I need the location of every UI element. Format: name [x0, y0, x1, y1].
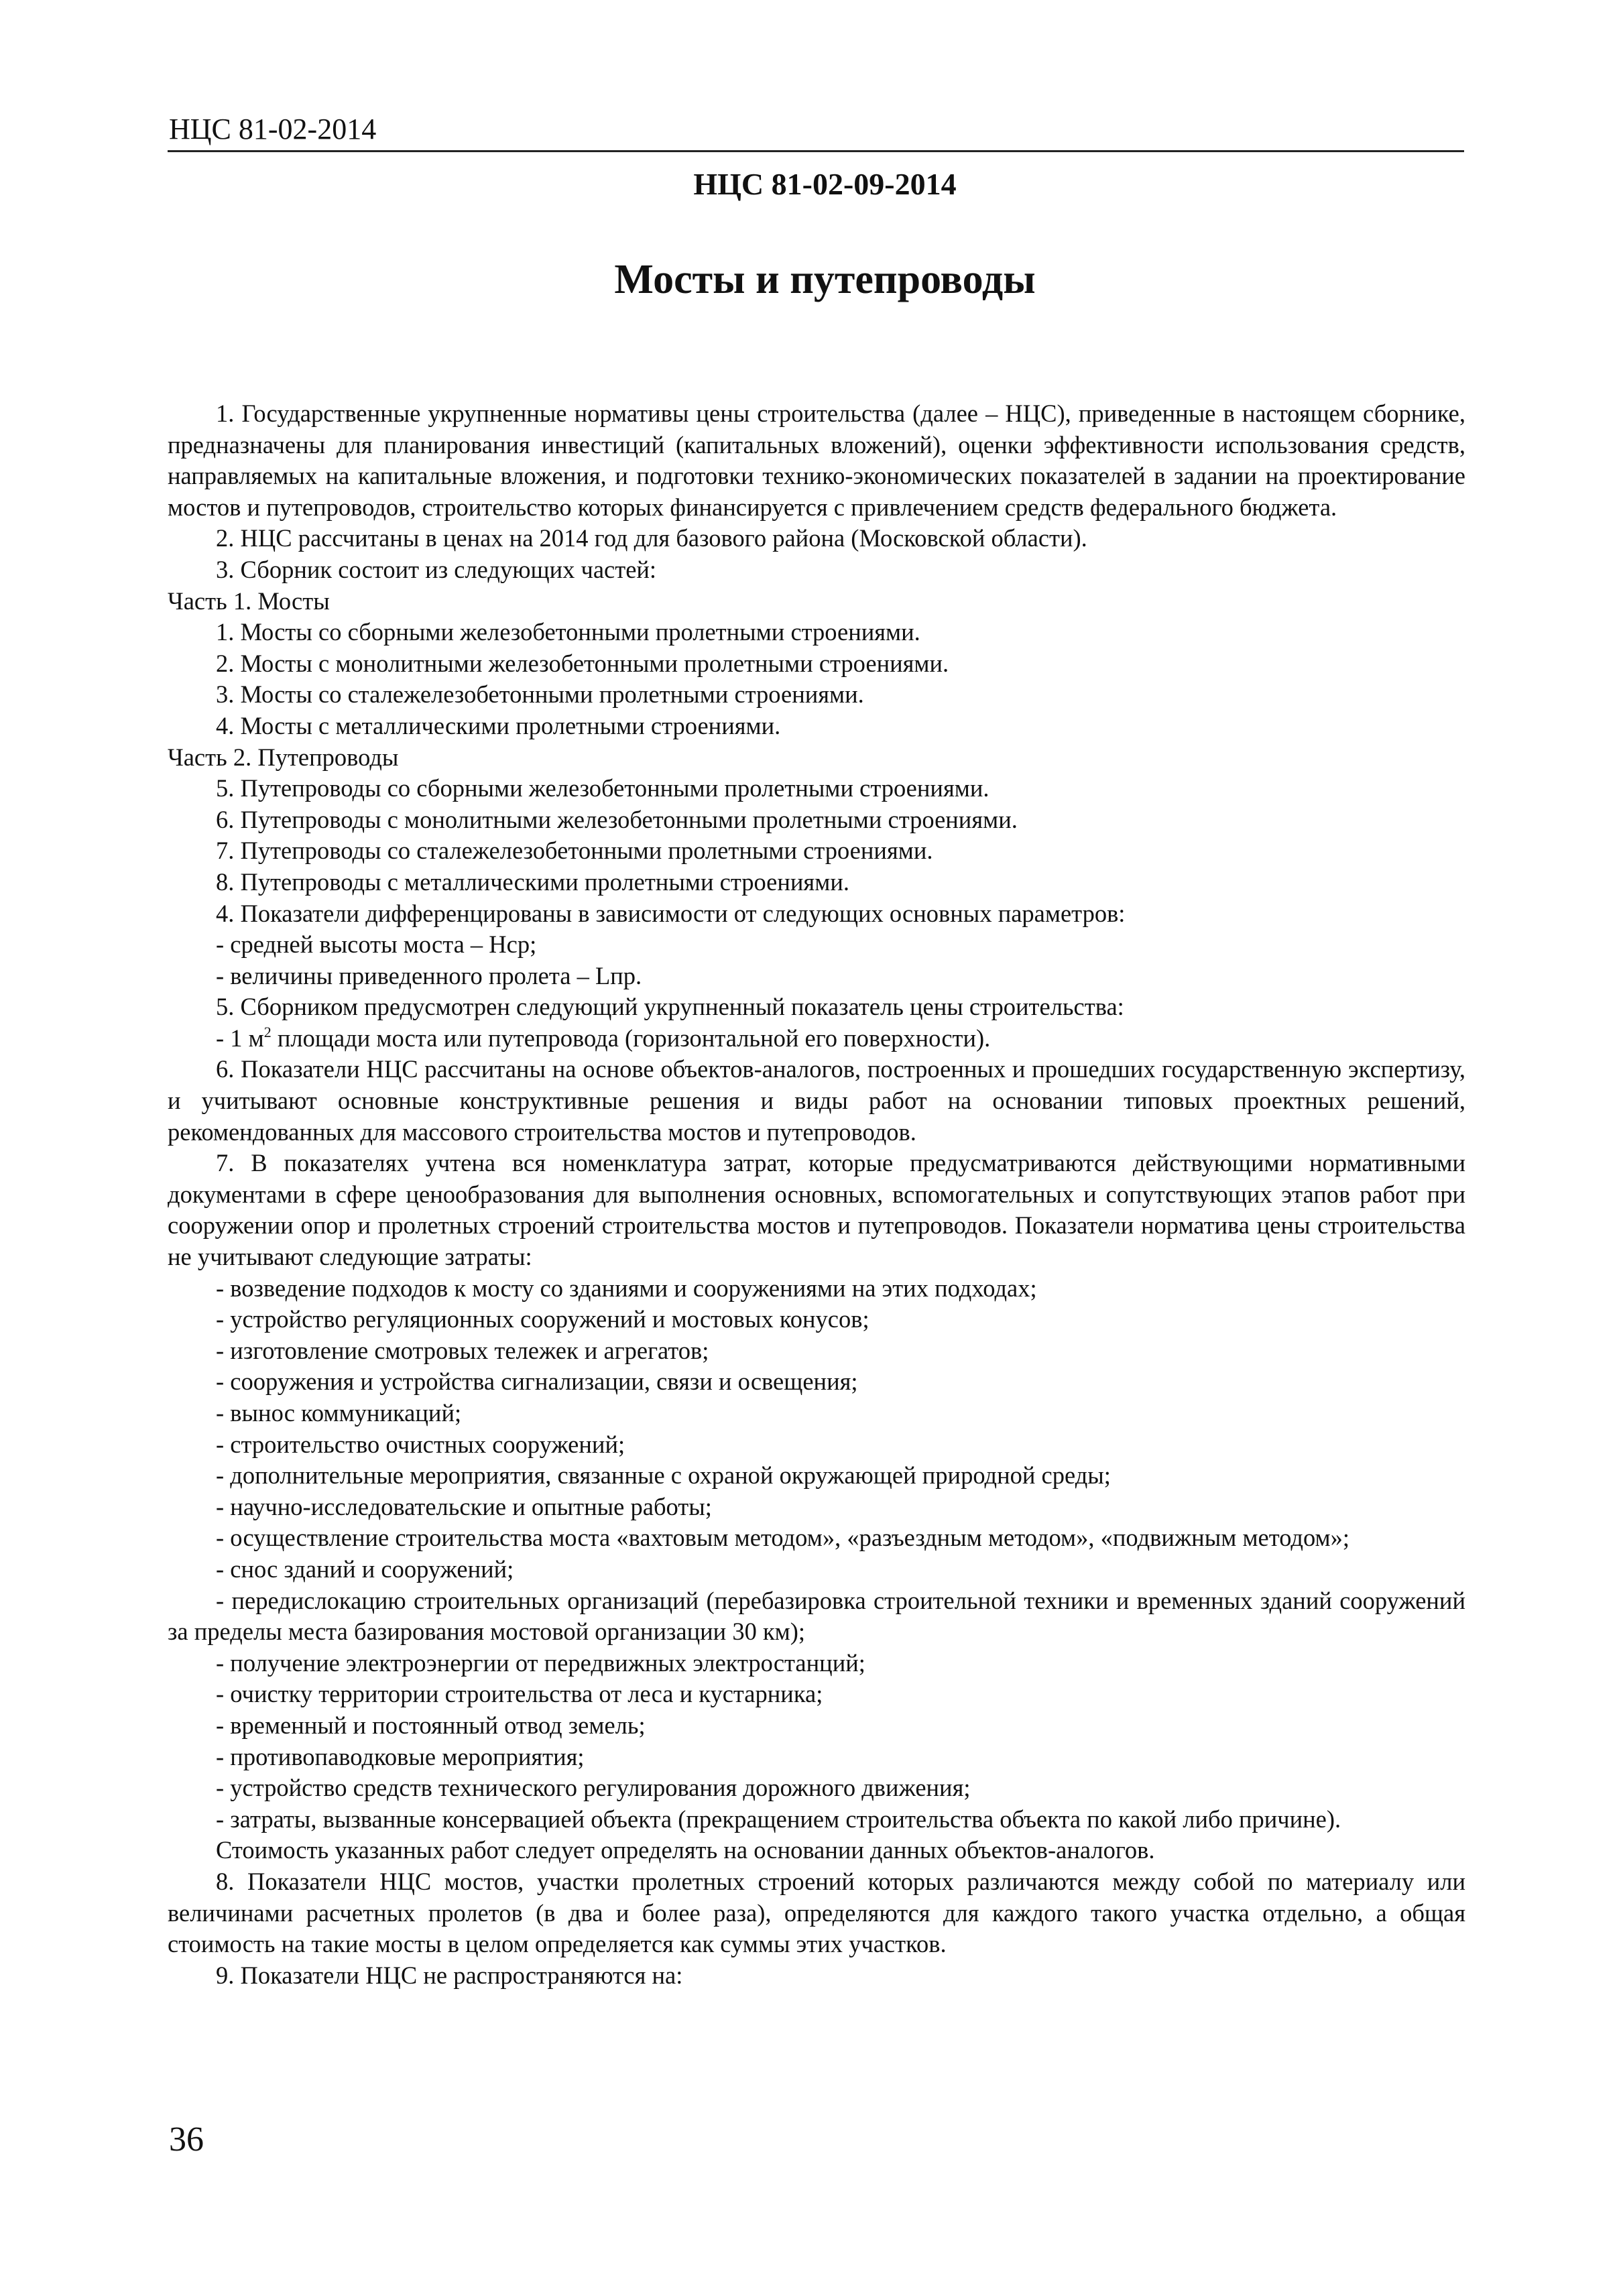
list-item: - временный и постоянный отвод земель;: [216, 1711, 646, 1739]
list-item: - средней высоты моста – Нср;: [216, 930, 537, 959]
paragraph: Стоимость указанных работ следует определять на основании данных объектов-аналогов.: [216, 1836, 1155, 1864]
list-item: - противопаводковые мероприятия;: [216, 1742, 585, 1770]
section-heading: Часть 2. Путепроводы: [168, 743, 399, 771]
list-item: - устройство средств технического регулирования дорожного движения;: [216, 1774, 971, 1802]
list-item: 6. Путепроводы с монолитными железобетонными пролетными строениями.: [216, 805, 1018, 833]
list-item: - возведение подходов к мосту со зданиями и сооружениями на этих подходах;: [216, 1274, 1037, 1302]
list-item: - вынос коммуникаций;: [216, 1399, 462, 1427]
list-item: - снос зданий и сооружений;: [216, 1555, 514, 1583]
paragraph: 8. Показатели НЦС мостов, участки пролетных строений которых различаются между собой по материалу или величинами расчетных пролетов (в два и более раза), определяются для каждого такого участка отдельно, а общая стоимость на такие мосты в целом определяется как суммы этих участков.: [168, 1867, 1465, 1958]
header-divider: [168, 150, 1464, 152]
text-fragment: площади моста или путепровода (горизонтальной его поверхности).: [271, 1024, 991, 1052]
text-fragment: - 1 м: [216, 1024, 264, 1052]
superscript: 2: [263, 1023, 272, 1040]
paragraph: 5. Сборником предусмотрен следующий укрупненный показатель цены строительства:: [216, 993, 1124, 1021]
paragraph: 7. В показателях учтена вся номенклатура затрат, которые предусматриваются действующими нормативными документами в сфере ценообразования для выполнения основных, вспомогательных и сопутствующих этапов работ при сооружении опор и пролетных строений строительства мостов и путепроводов. Показатели норматива цены строительства не учитывают следующие затраты:: [168, 1149, 1465, 1271]
list-item: - дополнительные мероприятия, связанные с охраной окружающей природной среды;: [216, 1461, 1111, 1490]
list-item: 2. Мосты с монолитными железобетонными пролетными строениями.: [216, 649, 949, 677]
paragraph: 3. Сборник состоит из следующих частей:: [216, 555, 657, 583]
list-item: - затраты, вызванные консервацией объекта (прекращением строительства объекта по какой либо причине).: [216, 1805, 1341, 1833]
list-item: 8. Путепроводы с металлическими пролетными строениями.: [216, 867, 849, 896]
list-item: [168, 1023, 1465, 1054]
paragraph: 4. Показатели дифференцированы в зависимости от следующих основных параметров:: [216, 899, 1126, 927]
paragraph: 6. Показатели НЦС рассчитаны на основе объектов-аналогов, построенных и прошедших государственную экспертизу, и учитывают основные конструктивные решения и виды работ на основании типовых проектных решений, рекомендованных для массового строительства мостов и путепроводов.: [168, 1055, 1465, 1146]
paragraph: 2. НЦС рассчитаны в ценах на 2014 год для базового района (Московской области).: [216, 524, 1087, 552]
list-item: - изготовление смотровых тележек и агрегатов;: [216, 1336, 709, 1364]
list-item: - получение электроэнергии от передвижных электростанций;: [216, 1648, 865, 1677]
running-header: НЦС 81-02-2014: [169, 113, 377, 145]
list-item: - научно-исследовательские и опытные работы;: [216, 1492, 712, 1520]
list-item: 1. Мосты со сборными железобетонными пролетными строениями.: [216, 618, 920, 646]
list-item: 7. Путепроводы со сталежелезобетонными пролетными строениями.: [216, 837, 933, 865]
document-title: Мосты и путепроводы: [614, 257, 1036, 302]
body-text: [168, 398, 1465, 1991]
list-item: - величины приведенного пролета – Lпр.: [216, 961, 642, 989]
list-item: - передислокацию строительных организаций (перебазировка строительной техники и временных зданий сооружений за пределы места базирования мостовой организации 30 км);: [168, 1586, 1465, 1646]
list-item: - сооружения и устройства сигнализации, связи и освещения;: [216, 1368, 858, 1396]
section-heading: Часть 1. Мосты: [168, 587, 330, 615]
list-item: - устройство регуляционных сооружений и мостовых конусов;: [216, 1305, 869, 1333]
document-code: НЦС 81-02-09-2014: [693, 167, 957, 201]
paragraph: 1. Государственные укрупненные нормативы цены строительства (далее – НЦС), приведенные в настоящем сборнике, предназначены для планирования инвестиций (капитальных вложений), оценки эффективности использования средств, направляемых на капитальные вложения, и подготовки технико-экономических показателей в задании на проектирование мостов и путепроводов, строительство которых финансируется с привлечением средств федерального бюджета.: [168, 400, 1465, 521]
list-item: 4. Мосты с металлическими пролетными строениями.: [216, 711, 781, 739]
paragraph: 9. Показатели НЦС не распространяются на:: [216, 1961, 683, 1989]
list-item: - очистку территории строительства от леса и кустарника;: [216, 1680, 823, 1708]
list-item: 3. Мосты со сталежелезобетонными пролетными строениями.: [216, 680, 864, 709]
list-item: - строительство очистных сооружений;: [216, 1430, 625, 1458]
list-item: - осуществление строительства моста «вахтовым методом», «разъездным методом», «подвижным методом»;: [216, 1524, 1350, 1552]
list-item: 5. Путепроводы со сборными железобетонными пролетными строениями.: [216, 774, 989, 802]
page-number: 36: [169, 2120, 204, 2159]
